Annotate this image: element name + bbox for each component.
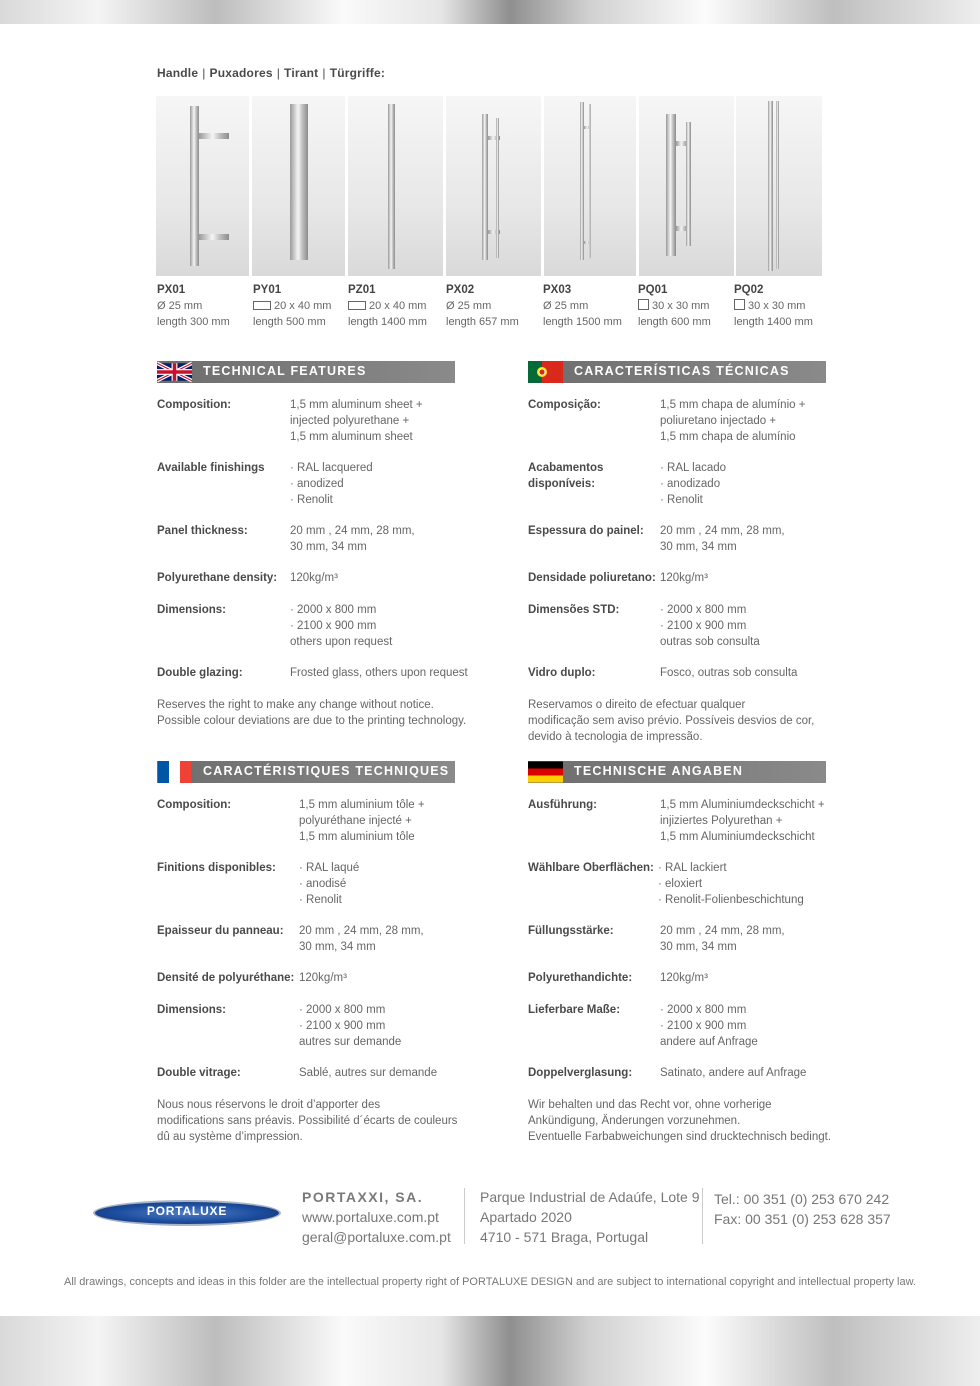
spec-key: Doppelverglasung: bbox=[528, 1067, 633, 1079]
email-link[interactable]: geral@portaluxe.com.pt bbox=[302, 1229, 451, 1245]
handle-length: length 657 mm bbox=[446, 316, 519, 328]
handle-caption-pq01 bbox=[638, 282, 711, 330]
copyright-notice: All drawings, concepts and ideas in this folder are the intellectual property right of PORTALUXE DESIGN and are subject to international copyright and intellectual property law. bbox=[64, 1276, 916, 1288]
spec-key: Available finishings bbox=[157, 462, 265, 474]
disclaimer-note: Wir behalten und das Recht vor, ohne vorherige Ankündigung, Änderungen vorzunehmen. Eventuelle Farbabweichungen sind drucktechnisch bedingt. bbox=[528, 1099, 832, 1143]
spec-key: Densité de polyuréthane: bbox=[157, 972, 295, 984]
disclaimer-note: Reservamos o direito de efectuar qualquer modificação sem aviso prévio. Possíveis desvios de cor, devido à tecnologia de impressão. bbox=[528, 699, 815, 743]
handle-image-pq02 bbox=[736, 96, 822, 276]
handle-length: length 500 mm bbox=[253, 316, 326, 328]
spec-key: Dimensions: bbox=[157, 1004, 227, 1016]
top-metal-band bbox=[0, 0, 980, 24]
handle-size: 30 x 30 mm bbox=[748, 300, 806, 312]
handle-length: length 1500 mm bbox=[543, 316, 622, 328]
section-header-english bbox=[157, 361, 455, 383]
handle-code: PY01 bbox=[253, 284, 282, 296]
company-name: PORTAXXI, SA. bbox=[302, 1189, 424, 1205]
handle-caption-py01 bbox=[253, 282, 331, 330]
fax: Fax: 00 351 (0) 253 628 357 bbox=[714, 1211, 891, 1227]
spec-key: Acabamentos disponíveis: bbox=[528, 462, 604, 490]
handle-image-py01 bbox=[252, 96, 345, 276]
spec-key: Composition: bbox=[157, 399, 232, 411]
section-title: TECHNICAL FEATURES bbox=[203, 364, 367, 378]
section-header-portuguese bbox=[528, 361, 826, 383]
handle-length: length 1400 mm bbox=[734, 316, 813, 328]
spec-key: Espessura do painel: bbox=[528, 525, 644, 537]
handle-image-px03 bbox=[544, 96, 636, 276]
handle-length: length 300 mm bbox=[157, 316, 230, 328]
spec-key: Composição: bbox=[528, 399, 601, 411]
spec-key: Vidro duplo: bbox=[528, 667, 596, 679]
section-title: TECHNISCHE ANGABEN bbox=[574, 764, 744, 778]
handle-code: PQ02 bbox=[734, 284, 764, 296]
spec-key: Densidade poliuretano: bbox=[528, 572, 656, 584]
handle-size: Ø 25 mm bbox=[543, 300, 589, 312]
website-link[interactable]: www.portaluxe.com.pt bbox=[302, 1209, 439, 1225]
handle-code: PQ01 bbox=[638, 284, 668, 296]
handle-image-px02 bbox=[446, 96, 541, 276]
handle-caption-px03 bbox=[543, 282, 622, 330]
handle-code: PX01 bbox=[157, 284, 186, 296]
square-icon bbox=[638, 299, 649, 310]
portugal-flag-icon bbox=[528, 361, 563, 383]
spec-key: Dimensões STD: bbox=[528, 604, 620, 616]
bottom-metal-band bbox=[0, 1316, 980, 1386]
section-title: CARACTÉRISTIQUES TECHNIQUES bbox=[203, 764, 450, 778]
spec-key: Panel thickness: bbox=[157, 525, 248, 537]
handle-size: 30 x 30 mm bbox=[652, 300, 710, 312]
spec-key: Polyurethandichte: bbox=[528, 972, 633, 984]
section-header-french bbox=[157, 761, 455, 783]
section-header-german bbox=[528, 761, 826, 783]
disclaimer-note: Nous nous réservons le droit d’apporter des modifications sans préavis. Possibilité d´écarts de couleurs dû au système d’impression. bbox=[157, 1099, 458, 1143]
spec-key: Polyurethane density: bbox=[157, 572, 278, 584]
rectangle-icon bbox=[348, 301, 366, 310]
address-block: Parque Industrial de Adaúfe, Lote 9 Apartado 2020 4710 - 571 Braga, Portugal bbox=[480, 1189, 700, 1245]
telephone: Tel.: 00 351 (0) 253 670 242 bbox=[714, 1191, 890, 1207]
spec-key: Epaisseur du panneau: bbox=[157, 925, 284, 937]
handle-image-pz01 bbox=[348, 96, 443, 276]
square-icon bbox=[734, 299, 745, 310]
uk-flag-icon bbox=[157, 361, 192, 383]
handle-caption-px01 bbox=[157, 282, 230, 330]
handle-size: Ø 25 mm bbox=[446, 300, 492, 312]
rectangle-icon bbox=[253, 301, 271, 310]
handle-size: 20 x 40 mm bbox=[369, 300, 427, 312]
handle-caption-px02 bbox=[446, 282, 519, 330]
handle-code: PX02 bbox=[446, 284, 475, 296]
contact-phones bbox=[714, 1189, 891, 1229]
handle-image-px01 bbox=[156, 96, 249, 276]
handle-caption-pq02 bbox=[734, 282, 813, 330]
handle-size: Ø 25 mm bbox=[157, 300, 203, 312]
france-flag-icon bbox=[157, 761, 192, 783]
divider bbox=[702, 1188, 703, 1244]
handle-size: 20 x 40 mm bbox=[274, 300, 332, 312]
handle-caption-pz01 bbox=[348, 282, 427, 330]
handle-code: PZ01 bbox=[348, 284, 376, 296]
page-title: Handle | Puxadores | Tirant | Türgriffe: bbox=[157, 66, 386, 80]
handle-length: length 600 mm bbox=[638, 316, 711, 328]
handle-image-pq01 bbox=[639, 96, 734, 276]
section-title: CARACTERÍSTICAS TÉCNICAS bbox=[574, 364, 790, 378]
spec-key: Ausführung: bbox=[528, 799, 597, 811]
spec-key: Double glazing: bbox=[157, 667, 243, 679]
spec-key: Double vitrage: bbox=[157, 1067, 241, 1079]
spec-key: Lieferbare Maße: bbox=[528, 1004, 621, 1016]
spec-key: Finitions disponibles: bbox=[157, 862, 276, 874]
disclaimer-note: Reserves the right to make any change without notice. Possible colour deviations are due to the printing technology. bbox=[157, 699, 467, 727]
spec-key: Composition: bbox=[157, 799, 232, 811]
spec-key: Wählbare Oberflächen: bbox=[528, 862, 654, 874]
germany-flag-icon bbox=[528, 761, 563, 783]
handle-length: length 1400 mm bbox=[348, 316, 427, 328]
portaluxe-logo: PORTALUXE bbox=[93, 1200, 281, 1226]
spec-key: Dimensions: bbox=[157, 604, 227, 616]
company-block bbox=[302, 1187, 451, 1247]
handle-code: PX03 bbox=[543, 284, 572, 296]
divider bbox=[464, 1188, 465, 1244]
spec-key: Füllungsstärke: bbox=[528, 925, 614, 937]
